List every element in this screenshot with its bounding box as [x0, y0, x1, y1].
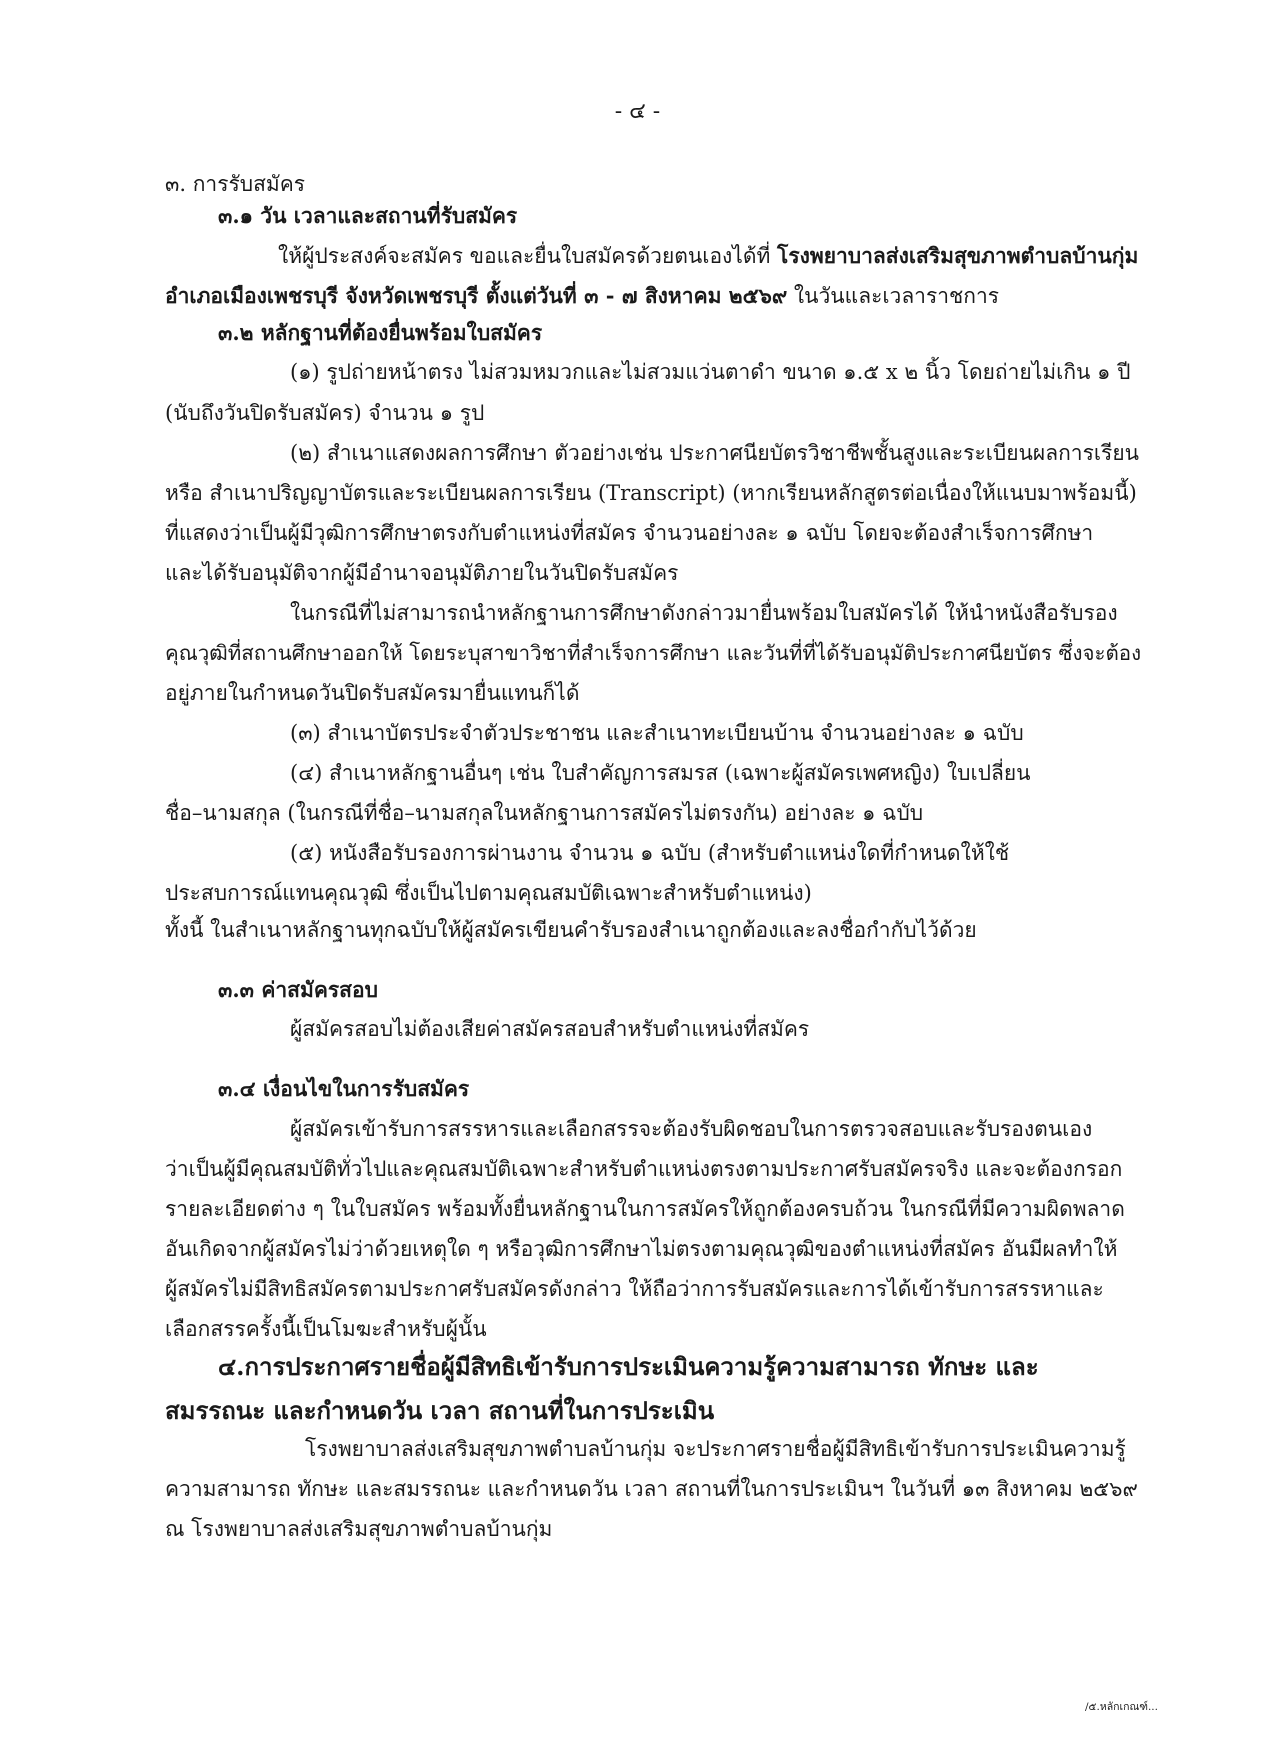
application-dates: อำเภอเมืองเพชรบุรี จังหวัดเพชรบุรี ตั้งแต่วันที่ ๓ - ๗ สิงหาคม ๒๕๖๙ [165, 283, 788, 308]
section-3-2-heading: ๓.๒ หลักฐานที่ต้องยื่นพร้อมใบสมัคร [218, 320, 543, 345]
doc-item-2-note-cont-1: คุณวุฒิที่สถานศึกษาออกให้ โดยระบุสาขาวิชาที่สำเร็จการศึกษา และวันที่ที่ได้รับอนุมัติประกาศนียบัตร ซึ่งจะต้อง [165, 641, 1142, 665]
doc-item-2-note: ในกรณีที่ไม่สามารถนำหลักฐานการศึกษาดังกล่าวมายื่นพร้อมใบสมัครได้ ให้นำหนังสือรับรอง [290, 601, 1118, 625]
office-hours: ในวันและเวลาราชการ [793, 284, 1000, 308]
section-3-1-line-1 [278, 243, 1138, 269]
section-3-3-text: ผู้สมัครสอบไม่ต้องเสียค่าสมัครสอบสำหรับตำแหน่งที่สมัคร [290, 1017, 810, 1041]
hospital-name: โรงพยาบาลส่งเสริมสุขภาพตำบลบ้านกุ่ม [777, 243, 1139, 268]
doc-item-4: (๔) สำเนาหลักฐานอื่นๆ เช่น ใบสำคัญการสมรส (เฉพาะผู้สมัครเพศหญิง) ใบเปลี่ยน [290, 761, 1031, 785]
section-3-4-line-5: ผู้สมัครไม่มีสิทธิสมัครตามประกาศรับสมัครดังกล่าว ให้ถือว่าการรับสมัครและการได้เข้ารับการสรรหาและ [165, 1277, 1104, 1301]
section-4-line-3: ณ โรงพยาบาลส่งเสริมสุขภาพตำบลบ้านกุ่ม [165, 1517, 553, 1541]
section-4-line-2: ความสามารถ ทักษะ และสมรรถนะ และกำหนดวัน เวลา สถานที่ในการประเมินฯ ในวันที่ ๑๓ สิงหาคม ๒๕๖๙ [165, 1477, 1138, 1501]
section-3-4-line-3: รายละเอียดต่าง ๆ ในใบสมัคร พร้อมทั้งยื่นหลักฐานในการสมัครให้ถูกต้องครบถ้วน ในกรณีที่มีความผิดพลาด [165, 1197, 1125, 1221]
section-3-1-line-2 [165, 283, 999, 309]
section-3-4-line-4: อันเกิดจากผู้สมัครไม่ว่าด้วยเหตุใด ๆ หรือวุฒิการศึกษาไม่ตรงตามคุณวุฒิของตำแหน่งที่สมัคร อันมีผลทำให้ [165, 1237, 1118, 1261]
section-3-3-heading: ๓.๓ ค่าสมัครสอบ [218, 977, 378, 1002]
doc-item-3: (๓) สำเนาบัตรประจำตัวประชาชน และสำเนาทะเบียนบ้าน จำนวนอย่างละ ๑ ฉบับ [290, 721, 1024, 745]
section-3-1-heading: ๓.๑ วัน เวลาและสถานที่รับสมัคร [218, 203, 518, 228]
doc-certification-note: ทั้งนี้ ในสำเนาหลักฐานทุกฉบับให้ผู้สมัครเขียนคำรับรองสำเนาถูกต้องและลงชื่อกำกับไว้ด้วย [165, 918, 977, 942]
section-4-heading-line-2: สมรรถนะ และกำหนดวัน เวลา สถานที่ในการประเมิน [165, 1396, 715, 1425]
doc-item-2: (๒) สำเนาแสดงผลการศึกษา ตัวอย่างเช่น ประกาศนียบัตรวิชาชีพชั้นสูงและระเบียนผลการเรียน [290, 441, 1139, 465]
section-3-4-heading: ๓.๔ เงื่อนไขในการรับสมัคร [218, 1076, 470, 1101]
section-3-1-line-1-normal: ให้ผู้ประสงค์จะสมัคร ขอและยื่นใบสมัครด้วยตนเองได้ที่ [278, 244, 771, 268]
doc-item-1-cont: (นับถึงวันปิดรับสมัคร) จำนวน ๑ รูป [165, 401, 485, 425]
section-3-4-line-1: ผู้สมัครเข้ารับการสรรหารและเลือกสรรจะต้องรับผิดชอบในการตรวจสอบและรับรองตนเอง [290, 1117, 1093, 1141]
doc-item-2-cont-3: และได้รับอนุมัติจากผู้มีอำนาจอนุมัติภายในวันปิดรับสมัคร [165, 561, 679, 585]
page-number: - ๔ - [614, 99, 661, 124]
section-3-4-line-2: ว่าเป็นผู้มีคุณสมบัติทั่วไปและคุณสมบัติเฉพาะสำหรับตำแหน่งตรงตามประกาศรับสมัครจริง และจะต้องกรอก [165, 1157, 1123, 1181]
section-3-heading: ๓. การรับสมัคร [165, 172, 306, 196]
doc-item-4-cont: ชื่อ–นามสกุล (ในกรณีที่ชื่อ–นามสกุลในหลักฐานการสมัครไม่ตรงกัน) อย่างละ ๑ ฉบับ [165, 801, 924, 825]
doc-item-2-cont-1: หรือ สำเนาปริญญาบัตรและระเบียนผลการเรียน (Transcript) (หากเรียนหลักสูตรต่อเนื่องให้แนบมาพร้อมนี้) [165, 481, 1137, 505]
doc-item-2-note-cont-2: อยู่ภายในกำหนดวันปิดรับสมัครมายื่นแทนก็ได้ [165, 681, 580, 705]
continuation-note: /๕.หลักเกณฑ์... [1085, 1701, 1158, 1713]
doc-item-5-cont: ประสบการณ์แทนคุณวุฒิ ซึ่งเป็นไปตามคุณสมบัติเฉพาะสำหรับตำแหน่ง) [165, 881, 812, 905]
section-3-4-line-6: เลือกสรรครั้งนี้เป็นโมฆะสำหรับผู้นั้น [165, 1317, 487, 1341]
section-4-heading-line-1: ๔.การประกาศรายชื่อผู้มีสิทธิเข้ารับการประเมินความรู้ความสามารถ ทักษะ และ [218, 1352, 1039, 1381]
doc-item-2-cont-2: ที่แสดงว่าเป็นผู้มีวุฒิการศึกษาตรงกับตำแหน่งที่สมัคร จำนวนอย่างละ ๑ ฉบับ โดยจะต้องสำเร็จการศึกษา [165, 521, 1094, 545]
section-4-line-1: โรงพยาบาลส่งเสริมสุขภาพตำบลบ้านกุ่ม จะประกาศรายชื่อผู้มีสิทธิเข้ารับการประเมินความรู้ [305, 1437, 1126, 1461]
doc-item-1: (๑) รูปถ่ายหน้าตรง ไม่สวมหมวกและไม่สวมแว่นตาดำ ขนาด ๑.๕ x ๒ นิ้ว โดยถ่ายไม่เกิน ๑ ปี [290, 360, 1131, 384]
doc-item-5: (๕) หนังสือรับรองการผ่านงาน จำนวน ๑ ฉบับ (สำหรับตำแหน่งใดที่กำหนดให้ใช้ [290, 841, 1010, 865]
